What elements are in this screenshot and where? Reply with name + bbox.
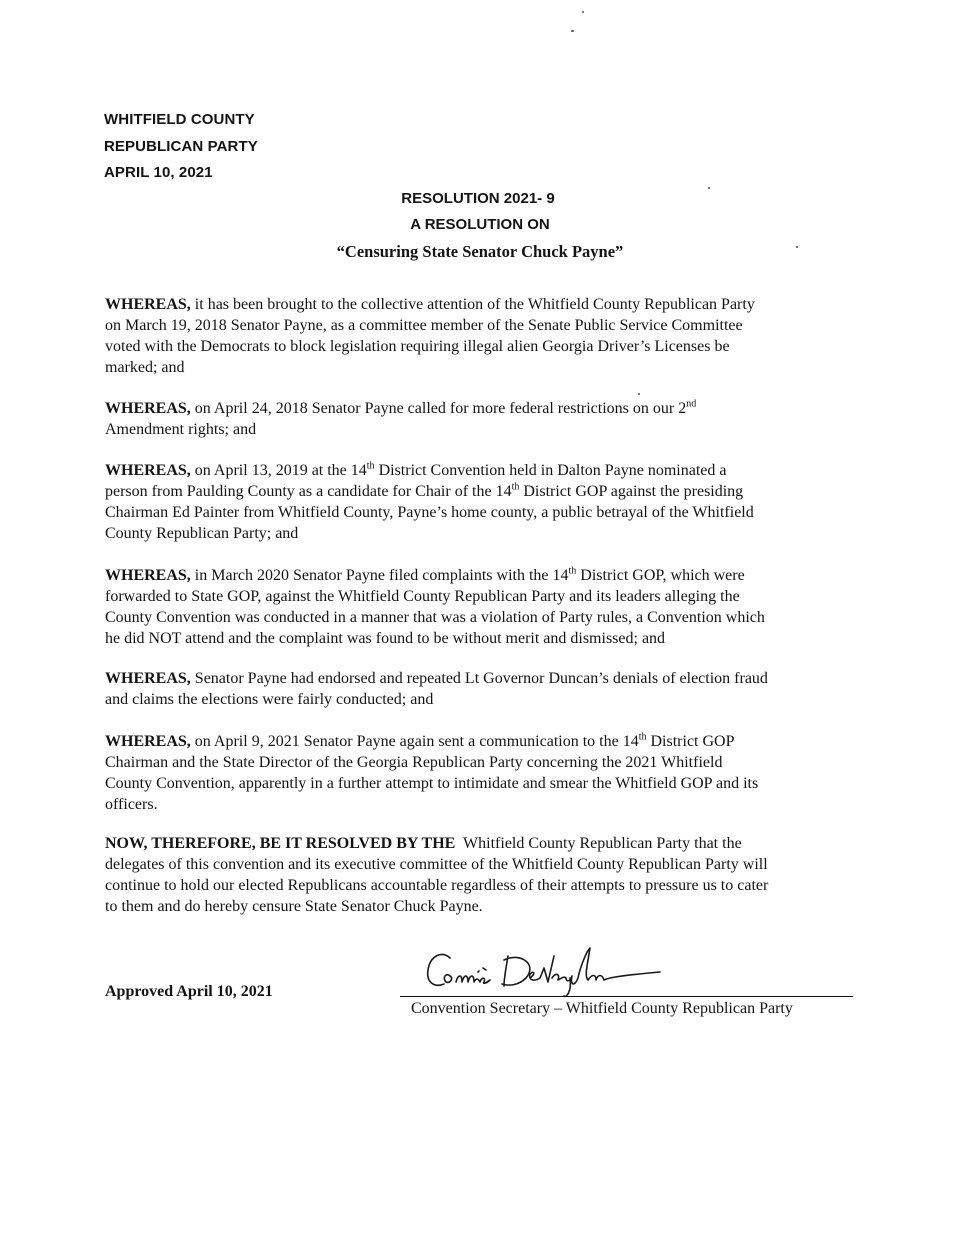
paragraph-text: to them and do hereby censure State Senator Chuck Payne. (105, 898, 483, 915)
whereas-lead: WHEREAS, (105, 733, 191, 750)
whereas-paragraph-3 (105, 460, 865, 544)
whereas-paragraph-4 (105, 565, 865, 649)
paragraph-text: County Republican Party; and (105, 525, 299, 542)
paragraph-text: continue to hold our elected Republicans accountable regardless of their attempts to pressure us to cater (105, 877, 769, 894)
signature-caption: Convention Secretary – Whitfield County Republican Party (411, 1000, 793, 1017)
superscript: th (511, 481, 520, 493)
whereas-lead: WHEREAS, (105, 296, 191, 313)
paragraph-text: District GOP (646, 733, 735, 750)
whereas-paragraph-6 (105, 731, 865, 815)
paragraph-text: Whitfield County Republican Party that the (455, 835, 742, 852)
whereas-paragraph-5 (105, 668, 865, 710)
resolution-number: RESOLUTION 2021- 9 (401, 190, 555, 207)
org-name-line-1: WHITFIELD COUNTY (104, 111, 255, 128)
paragraph-text: County Convention was conducted in a manner that was a violation of Party rules, a Convention which (105, 609, 765, 626)
superscript: th (366, 460, 375, 472)
paragraph-text: he did NOT attend and the complaint was found to be without merit and dismissed; and (105, 630, 666, 647)
whereas-lead: WHEREAS, (105, 670, 191, 687)
paragraph-text: in March 2020 Senator Payne filed complaints with the 14 (190, 567, 569, 584)
paragraph-text: marked; and (105, 359, 185, 376)
superscript: th (568, 565, 577, 577)
paragraph-text: on April 13, 2019 at the 14 (190, 462, 367, 479)
paragraph-text: Chairman Ed Painter from Whitfield County, Payne’s home county, a public betrayal of the Whitfield (105, 504, 754, 521)
paragraph-text: and claims the elections were fairly conducted; and (105, 691, 434, 708)
paragraph-text: forwarded to State GOP, against the Whitfield County Republican Party and its leaders alleging the (105, 588, 740, 605)
paragraph-text: it has been brought to the collective attention of the Whitfield County Republican Party (190, 296, 755, 313)
approved-date: Approved April 10, 2021 (105, 983, 273, 1000)
paragraph-text: Amendment rights; and (105, 421, 257, 438)
resolved-lead: NOW, THEREFORE, BE IT RESOLVED BY THE (105, 835, 456, 852)
paragraph-text: delegates of this convention and its executive committee of the Whitfield County Republican Party will (105, 856, 768, 873)
org-name-line-2: REPUBLICAN PARTY (104, 138, 258, 155)
paragraph-text: voted with the Democrats to block legislation requiring illegal alien Georgia Driver’s Licenses be (105, 338, 730, 355)
paragraph-text: on March 19, 2018 Senator Payne, as a committee member of the Senate Public Service Committee (105, 317, 743, 334)
paragraph-text: on April 24, 2018 Senator Payne called for more federal restrictions on our 2 (190, 400, 687, 417)
scan-speck (582, 11, 584, 13)
paragraph-text: Senator Payne had endorsed and repeated Lt Governor Duncan’s denials of election fraud (190, 670, 768, 687)
resolution-title: “Censuring State Senator Chuck Payne” (336, 242, 624, 261)
paragraph-text: District Convention held in Dalton Payne nominated a (374, 462, 727, 479)
superscript: th (638, 731, 647, 743)
header-date: APRIL 10, 2021 (104, 164, 213, 181)
whereas-paragraph-2 (105, 398, 865, 440)
paragraph-text: person from Paulding County as a candidate for Chair of the 14 (105, 483, 512, 500)
handwritten-signature (420, 938, 670, 1008)
superscript: nd (686, 398, 697, 410)
whereas-paragraph-1 (105, 294, 865, 378)
whereas-lead: WHEREAS, (105, 462, 191, 479)
whereas-lead: WHEREAS, (105, 567, 191, 584)
resolution-subtitle: A RESOLUTION ON (410, 216, 550, 233)
scan-speck (571, 30, 574, 32)
signature-line (400, 996, 853, 997)
paragraph-text: officers. (105, 796, 158, 813)
whereas-lead: WHEREAS, (105, 400, 191, 417)
paragraph-text: District GOP, which were (576, 567, 745, 584)
paragraph-text: District GOP against the presiding (519, 483, 744, 500)
paragraph-text: Chairman and the State Director of the Georgia Republican Party concerning the 2021 Whitfield (105, 754, 723, 771)
scan-speck (638, 393, 640, 395)
scan-speck (708, 187, 710, 189)
resolved-paragraph (105, 833, 865, 917)
paragraph-text: County Convention, apparently in a further attempt to intimidate and smear the Whitfield GOP and its (105, 775, 759, 792)
paragraph-text: on April 9, 2021 Senator Payne again sent a communication to the 14 (190, 733, 639, 750)
